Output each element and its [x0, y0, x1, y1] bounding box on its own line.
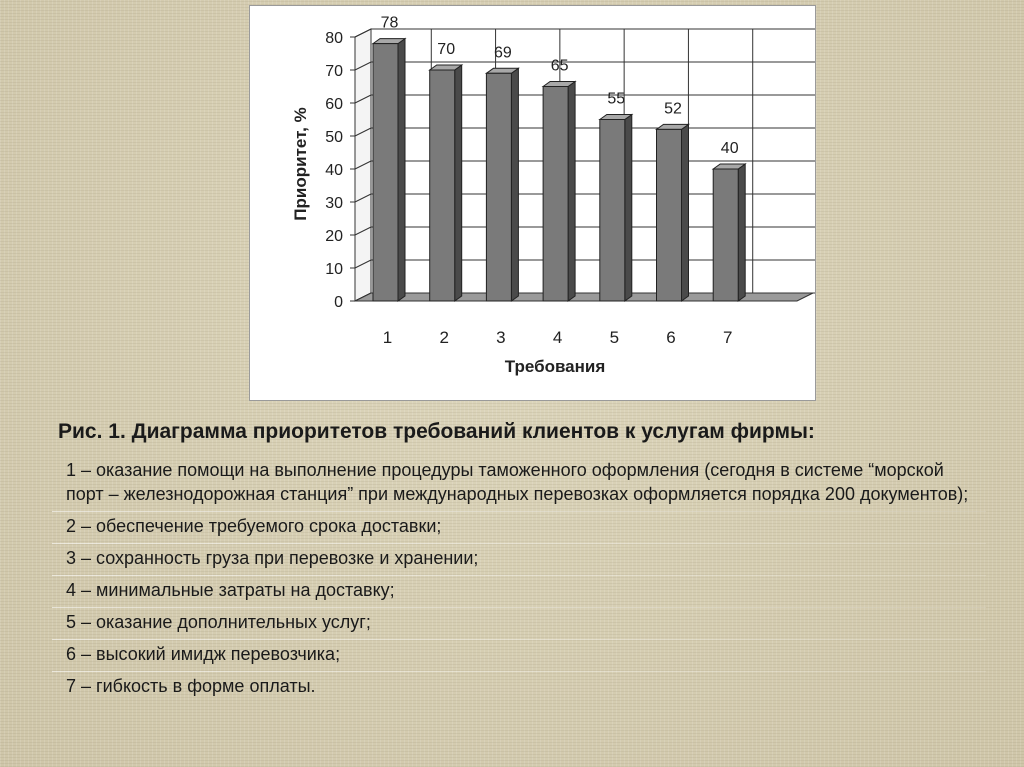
bar: [600, 120, 625, 302]
legend-item: 1 – оказание помощи на выполнение процедуры таможенного оформления (сегодня в системе “морской порт – железнодорожная станция” при международных перевозках оформляется порядка 200 документов);: [66, 456, 986, 512]
y-tick-label: 10: [325, 261, 343, 278]
bar-chart: [250, 6, 815, 400]
x-tick-label: 3: [496, 328, 506, 347]
legend-item: 3 – сохранность груза при перевозке и хранении;: [66, 544, 986, 576]
y-tick-label: 40: [325, 162, 343, 179]
bar: [657, 129, 682, 301]
x-tick-label: 2: [439, 328, 449, 347]
x-axis-label: Требования: [504, 357, 606, 376]
legend-item: 2 – обеспечение требуемого срока доставки;: [66, 512, 986, 544]
y-tick-label: 30: [325, 195, 343, 212]
bar-side: [455, 65, 462, 301]
y-tick-label: 70: [325, 63, 343, 80]
bar: [713, 169, 738, 301]
bar: [543, 87, 568, 302]
data-label: 52: [664, 100, 682, 118]
data-label: 55: [607, 90, 626, 108]
y-tick-label: 0: [334, 294, 343, 311]
chart-panel: [249, 5, 816, 401]
y-tick-label: 20: [325, 228, 343, 245]
legend-item: 4 – минимальные затраты на доставку;: [66, 576, 986, 608]
y-tick-label: 80: [325, 30, 343, 47]
data-label: 65: [550, 57, 569, 75]
y-tick-label: 50: [325, 129, 343, 146]
bar-side: [568, 82, 575, 302]
x-tick-label: 1: [382, 328, 393, 347]
x-tick-label: 6: [666, 328, 676, 347]
x-tick-label: 7: [722, 328, 733, 347]
legend-list: [66, 456, 986, 704]
bar: [430, 70, 455, 301]
bar-side: [738, 164, 745, 301]
bar-side: [682, 124, 689, 301]
bar-side: [398, 39, 405, 301]
data-label: 70: [437, 41, 456, 58]
x-tick-label: 4: [552, 328, 563, 347]
y-axis-label: Приоритет, %: [291, 107, 310, 221]
bar-side: [625, 115, 632, 302]
legend-item: 6 – высокий имидж перевозчика;: [66, 640, 986, 672]
legend-item: 7 – гибкость в форме оплаты.: [66, 676, 316, 696]
data-label: 78: [380, 14, 399, 32]
legend-item: 5 – оказание дополнительных услуг;: [66, 608, 986, 640]
y-tick-label: 60: [325, 96, 343, 113]
data-label: 69: [494, 44, 512, 62]
bar: [486, 73, 511, 301]
data-label: 40: [720, 140, 739, 157]
figure-caption: Рис. 1. Диаграмма приоритетов требований клиентов к услугам фирмы:: [58, 420, 815, 443]
bar: [373, 44, 398, 301]
bar-side: [511, 68, 518, 301]
x-tick-label: 5: [609, 328, 620, 347]
